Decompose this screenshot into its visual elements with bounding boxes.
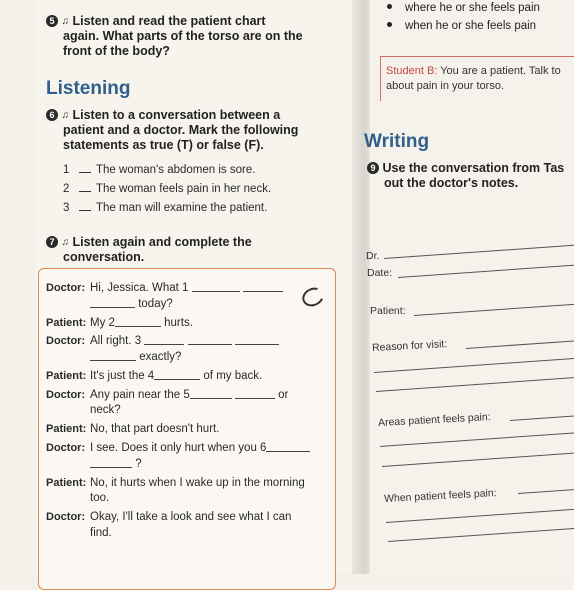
bullet-icon [387,22,392,27]
dialogue-line-3: Doctor: All right. 3 [46,335,279,347]
statement-1: 1 The woman's abdomen is sore. [63,164,256,176]
writing-heading: Writing [364,131,430,152]
dialogue-line-9-cont: find. [90,527,112,539]
answer-blank[interactable] [90,467,132,468]
answer-blank[interactable] [144,344,184,345]
answer-blank[interactable] [192,291,240,292]
answer-blank[interactable] [188,344,232,345]
bullet-item-2: when he or she feels pain [387,20,536,32]
task-6-instructions: 6 ♫ Listen to a conversation between a patient and a doctor. Mark the following statements as true (T) or false (F). [63,108,298,153]
statement-2: 2 The woman feels pain in her neck. [63,183,272,195]
answer-blank[interactable] [79,172,91,173]
answer-blank[interactable] [115,326,161,327]
dialogue-line-3-cont: exactly? [90,351,181,363]
answer-blank[interactable] [90,307,135,308]
task-number-badge: 7 [46,236,58,248]
student-b-text: Student B: You are a patient. Talk to about pain in your torso. [386,65,561,92]
answer-blank[interactable] [243,291,283,292]
dialogue-line-1: Doctor: Hi, Jessica. What 1 [46,282,283,294]
dialogue-line-7-cont: ? [90,458,142,470]
notes-label-areas: Areas patient feels pain: [377,411,491,429]
notes-label-reason: Reason for visit: [371,338,448,354]
listening-heading: Listening [46,78,131,99]
answer-blank[interactable] [235,344,279,345]
audio-icon: ♫ [61,110,69,121]
bullet-icon [387,4,392,9]
task-number-badge: 5 [46,15,58,27]
audio-icon: ♫ [61,16,69,27]
dialogue-line-1-cont: today? [90,298,173,310]
notes-label-patient: Patient: [370,305,406,317]
dialogue-line-4: Patient: It's just the 4 of my back. [46,370,263,382]
dialogue-line-8-cont: too. [90,492,110,504]
answer-blank[interactable] [90,360,136,361]
task-5-instructions: 5 ♫ Listen and read the patient chart again. What parts of the torso are on the front of the body? [63,14,303,59]
dialogue-line-5: Doctor: Any pain near the 5 or [46,389,289,401]
answer-blank[interactable] [79,191,91,192]
answer-blank[interactable] [266,451,310,452]
answer-blank[interactable] [79,210,91,211]
dialogue-line-2: Patient: My 2 hurts. [46,317,193,329]
task-7-instructions: 7 ♫ Listen again and complete the conversation. [63,235,252,265]
answer-blank[interactable] [154,379,200,380]
notes-label-dr: Dr. [366,250,380,262]
dialogue-line-8: Patient: No, it hurts when I wake up in the morning [46,477,305,489]
dialogue-line-6: Patient: No, that part doesn't hurt. [46,423,220,435]
task-number-badge: 9 [367,162,379,174]
notes-label-when: When patient feels pain: [383,487,497,505]
dialogue-line-7: Doctor: I see. Does it only hurt when you 6 [46,442,310,454]
bullet-item-1: where he or she feels pain [387,2,540,14]
dialogue-line-5-cont: neck? [90,404,121,416]
notes-label-date: Date: [367,267,393,279]
statement-3: 3 The man will examine the patient. [63,202,268,214]
task-9-instructions: 9 Use the conversation from Tas out the doctor's notes. [384,161,564,191]
answer-blank[interactable] [190,398,232,399]
task-number-badge: 6 [46,109,58,121]
dialogue-line-9: Doctor: Okay, I'll take a look and see what I can [46,511,292,523]
answer-blank[interactable] [235,398,275,399]
audio-icon: ♫ [61,237,69,248]
